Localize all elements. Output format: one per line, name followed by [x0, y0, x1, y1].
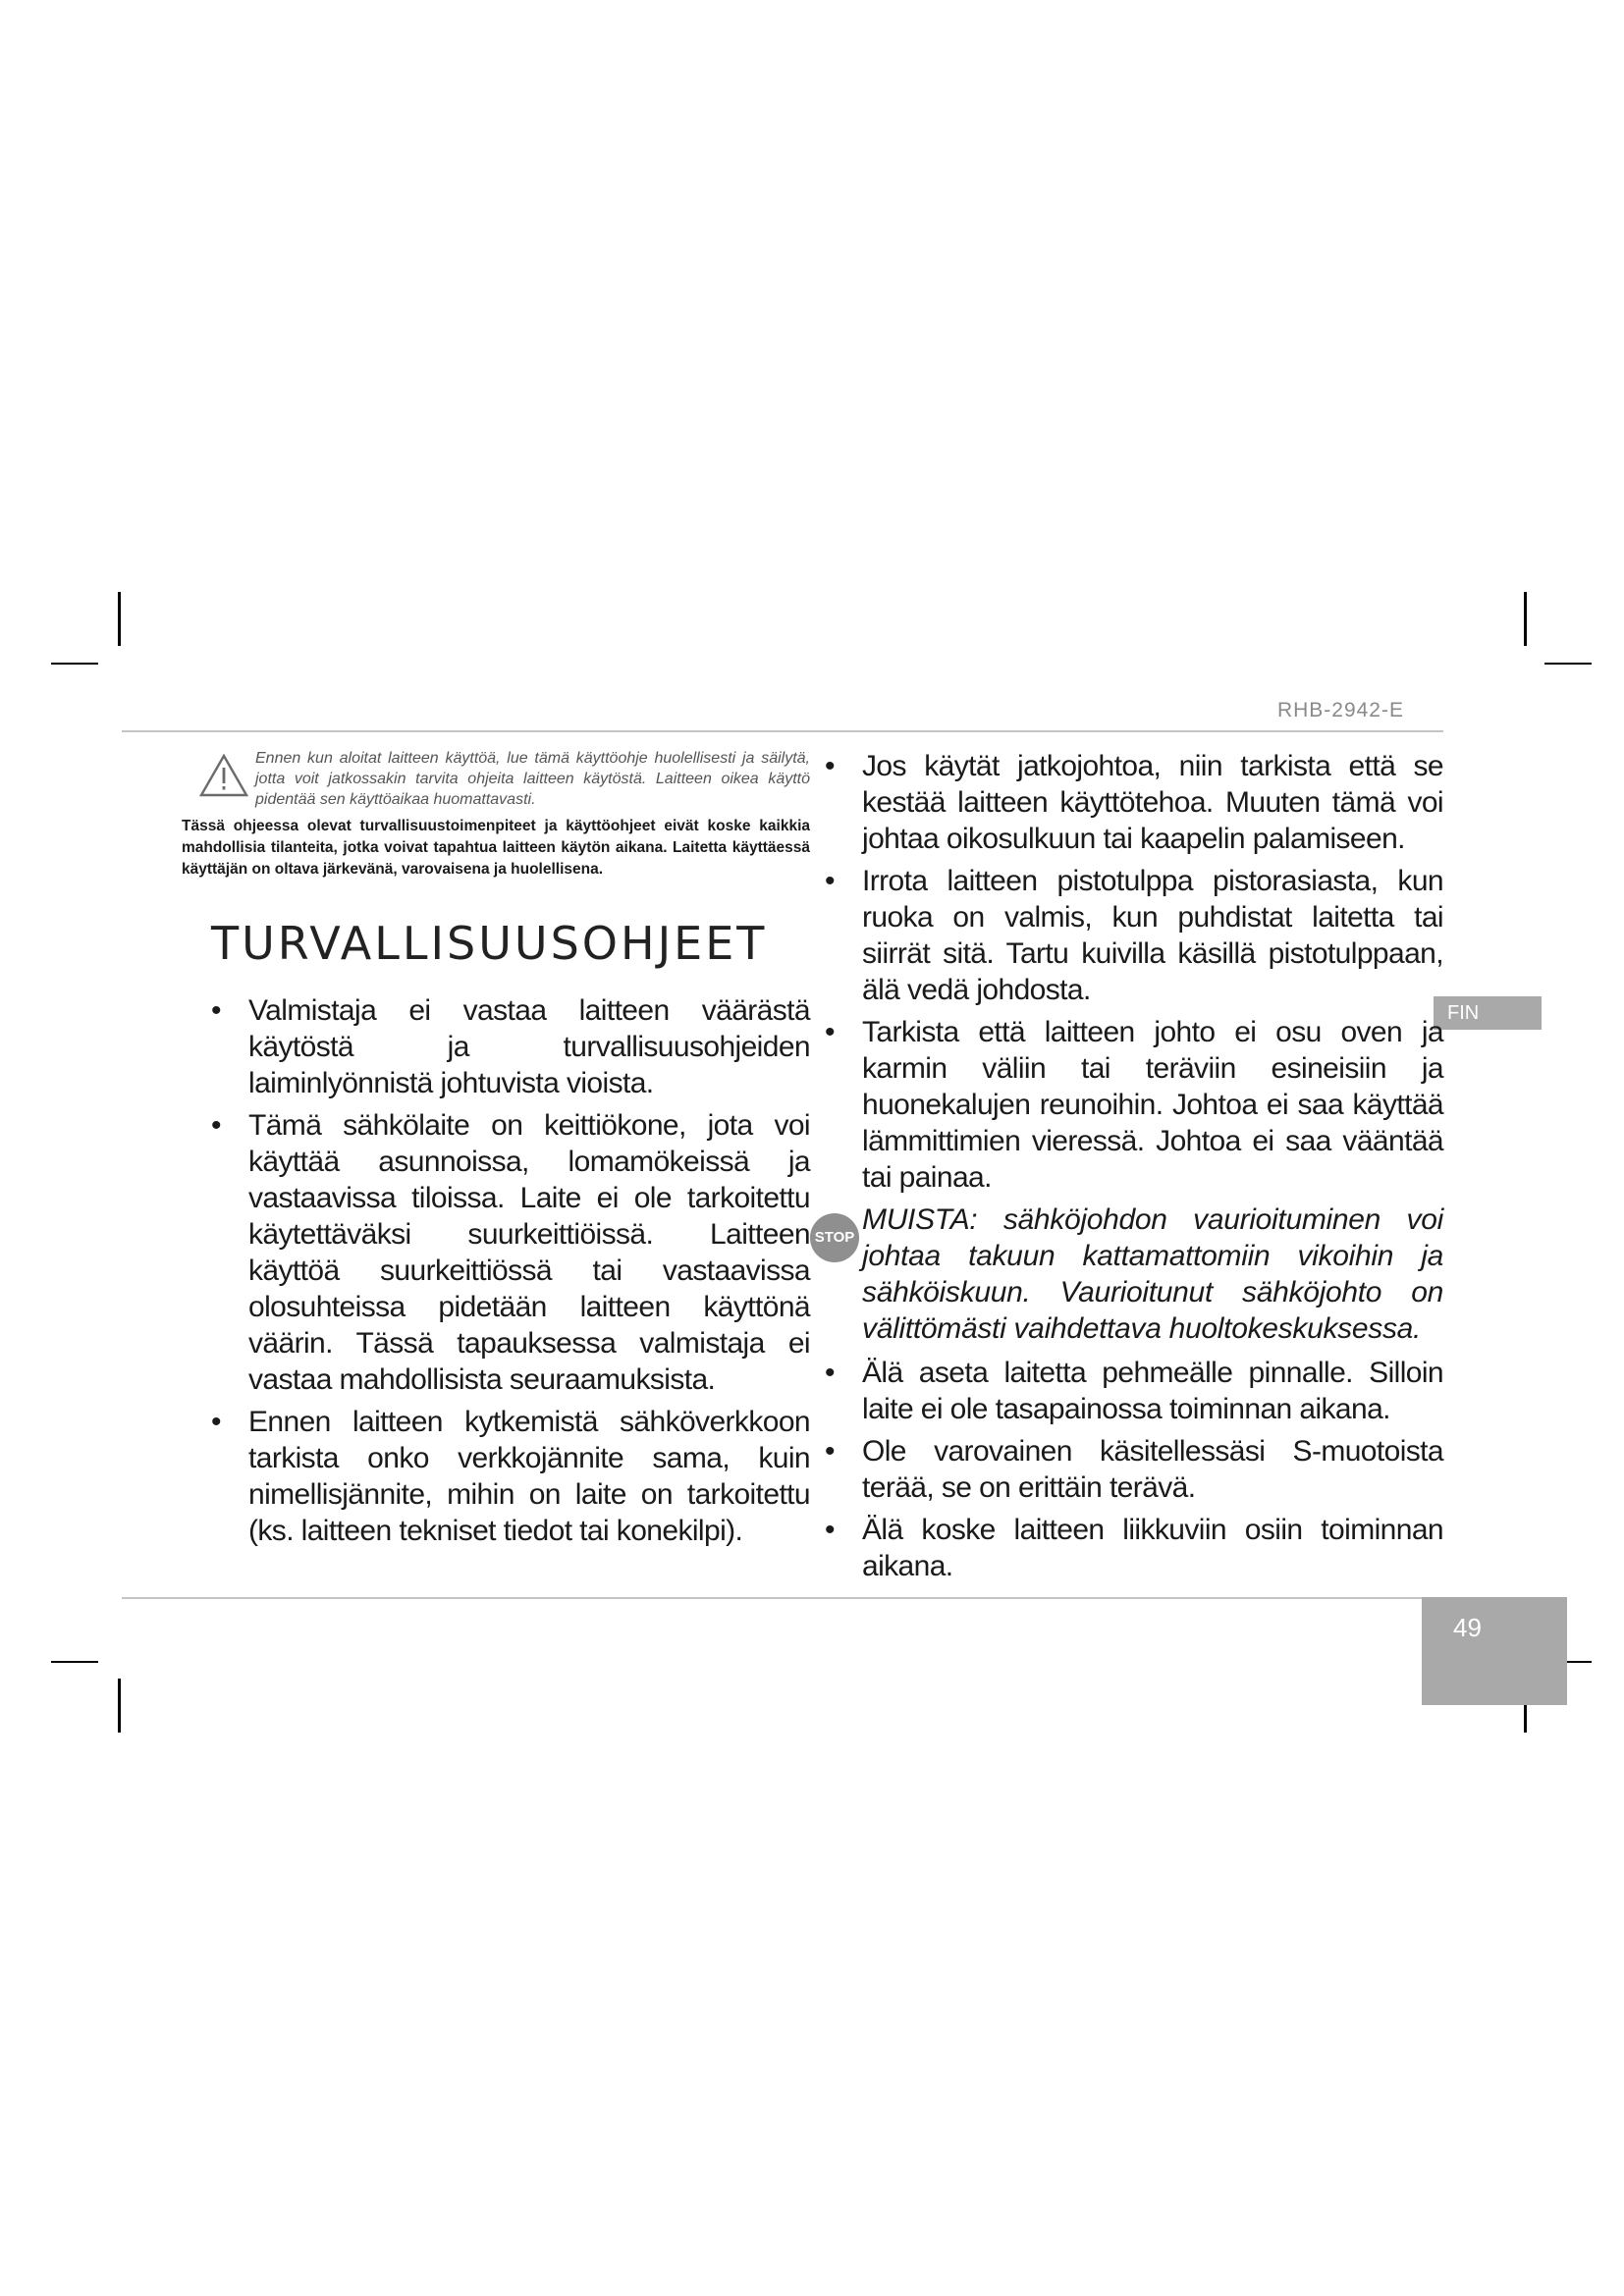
- crop-mark: [51, 1661, 98, 1663]
- list-item: • Valmistaja ei vastaa laitteen väärästä käytöstä ja turvallisuusohjeiden laiminlyönnistä johtuvista vioista.: [211, 992, 810, 1101]
- right-column: [814, 748, 1443, 1590]
- stop-sign-icon: STOP: [810, 1213, 859, 1262]
- intro-bold-text: Tässä ohjeessa olevat turvallisuustoimenpiteet ja käyttöohjeet eivät koske kaikkia mahdollisia tilanteita, jotka voivat tapahtua laitteen käytön aikana. Laitetta käyttäessä käyttäjän on oltava järkevänä, varovaisena ja huolellisena.: [182, 818, 810, 878]
- language-tab: FIN: [1434, 996, 1542, 1030]
- list-item: • Irrota laitteen pistotulppa pistorasiasta, kun ruoka on valmis, kun puhdistat laitetta tai siirrät sitä. Tartu kuivilla käsillä pistotulppaan, älä vedä johdosta.: [825, 863, 1443, 1008]
- list-item: • Älä aseta laitetta pehmeälle pinnalle. Silloin laite ei ole tasapainossa toiminnan aikana.: [825, 1355, 1443, 1427]
- intro-block: [182, 748, 810, 881]
- model-number: RHB-2942-E: [1276, 699, 1404, 721]
- list-item: • Tämä sähkölaite on keittiökone, jota voi käyttää asunnoissa, lomamökeissä ja vastaavissa tiloissa. Laite ei ole tarkoitettu käytettäväksi suurkeittiöissä. Laitteen käyttöä suurkeittiössä tai vastaavissa olosuhteissa pidetään laitteen käyttönä väärin. Tässä tapauksessa valmistaja ei vastaa mahdollisista seuraamuksista.: [211, 1107, 810, 1398]
- list-item: • Älä koske laitteen liikkuviin osiin toiminnan aikana.: [825, 1512, 1443, 1584]
- list-item: • Ole varovainen käsitellessäsi S-muotoista terää, se on erittäin terävä.: [825, 1433, 1443, 1506]
- footer-rule: [122, 1597, 1422, 1599]
- right-bullet-list-bottom: [825, 1355, 1443, 1584]
- stop-note-text: MUISTA: sähköjohdon vaurioituminen voi johtaa takuun kattamattomiin vikoihin ja sähköiskuun. Vaurioitunut sähköjohto on välittömästi vaihdettava huoltokeskuksessa.: [862, 1203, 1443, 1345]
- list-item: • Tarkista että laitteen johto ei osu oven ja karmin väliin tai teräviin esineisiin ja huonekalujen reunoihin. Johtoa ei saa käyttää lämmittimien vieressä. Johtoa ei saa vääntää tai painaa.: [825, 1014, 1443, 1196]
- header-rule: [122, 730, 1443, 732]
- list-item: • Ennen laitteen kytkemistä sähköverkkoon tarkista onko verkkojännite sama, kuin nimellisjännite, mihin on laite on tarkoitettu (ks. laitteen tekniset tiedot tai konekilpi).: [211, 1404, 810, 1549]
- stop-note: [814, 1201, 1443, 1347]
- crop-mark: [118, 1679, 121, 1733]
- right-bullet-list-top: [825, 748, 1443, 1196]
- crop-mark: [1544, 663, 1592, 665]
- page-number-box: [1422, 1597, 1567, 1705]
- intro-italic-text: Ennen kun aloitat laitteen käyttöä, lue tämä käyttöohje huolellisesti ja säilytä, jotta voit jatkossakin tarvita ohjeita laitteen käytöstä. Laitteen oikea käyttö pidentää sen käyttöaikaa huomattavasti.: [255, 750, 810, 808]
- left-column: [182, 748, 810, 1555]
- section-title: TURVALLISUUSOHJEET: [211, 917, 768, 970]
- left-bullet-list: [211, 992, 810, 1549]
- crop-mark: [51, 663, 98, 665]
- warning-triangle-icon: [199, 754, 248, 797]
- page-number: 49: [1453, 1613, 1482, 1642]
- list-item: • Jos käytät jatkojohtoa, niin tarkista että se kestää laitteen käyttötehoa. Muuten tämä voi johtaa oikosulkuun tai kaapelin palamiseen.: [825, 748, 1443, 857]
- crop-mark: [118, 592, 121, 646]
- crop-mark: [1524, 592, 1527, 646]
